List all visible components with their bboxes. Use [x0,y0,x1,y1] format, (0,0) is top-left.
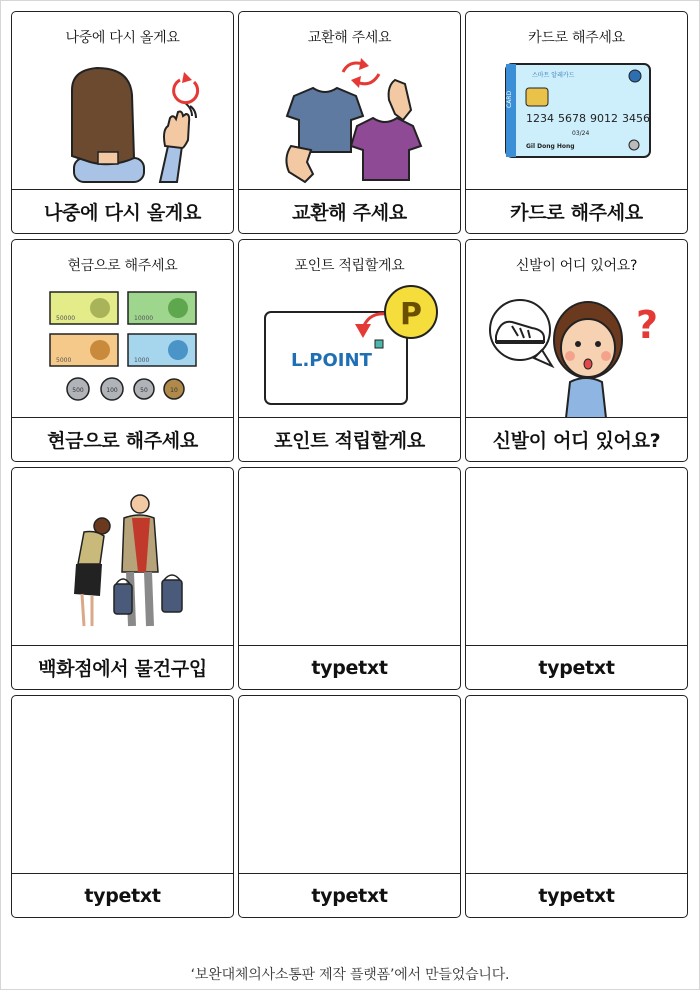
card-top-label: 교환해 주세요 [307,30,392,46]
card-image-area [466,240,687,418]
card-empty[interactable] [11,695,234,918]
card-label: typetxt [12,873,233,917]
card-image-area [239,240,460,418]
card-image-area [12,468,233,646]
card-earn-points[interactable] [238,239,461,462]
cash-icon [12,278,234,418]
exchange-shirts-icon [239,50,461,190]
point-card-icon [239,278,461,418]
question-mark: ? [636,303,659,347]
card-label: 현금으로 해주세요 [12,417,233,461]
card-image-area [239,12,460,190]
coin-50: 50 [140,387,148,394]
card-come-back-later[interactable] [11,11,234,234]
point-badge: P [400,297,422,332]
card-number-3: 9012 [590,112,618,125]
card-image-area [239,468,460,646]
bill-50000: 50000 [56,315,76,322]
card-image-area [466,468,687,646]
person-waving-icon [12,50,234,190]
card-top-label: 카드로 해주세요 [528,30,625,46]
card-top-label: 포인트 적립할게요 [294,258,405,274]
card-issuer: 스마트 알레카드 [532,72,575,79]
asking-shoes-icon [466,278,688,418]
footer-credit: ‘보완대체의사소통판 제작 플랫폼’에서 만들었습니다. [190,967,510,983]
card-empty[interactable] [238,695,461,918]
card-label: 교환해 주세요 [239,189,460,233]
coin-500: 500 [72,387,84,394]
bill-1000: 1000 [134,357,150,364]
card-label: 카드로 해주세요 [466,189,687,233]
card-holder: Gil Dong Hong [526,143,575,150]
card-label: 신발이 어디 있어요? [466,417,687,461]
shopping-people-icon [12,476,234,646]
card-label: 나중에 다시 올게요 [12,189,233,233]
card-top-label: 신발이 어디 있어요? [515,258,638,274]
card-image-area [466,12,687,190]
card-empty[interactable] [238,467,461,690]
card-exchange[interactable] [238,11,461,234]
aac-board-grid [11,11,688,918]
card-side-text: CARD [506,90,513,108]
card-label: typetxt [239,645,460,689]
card-label: typetxt [466,645,687,689]
card-top-label: 나중에 다시 올게요 [65,30,180,46]
coin-100: 100 [106,387,118,394]
bill-10000: 10000 [134,315,154,322]
card-label: 백화점에서 물건구입 [12,645,233,689]
card-number-4: 3456 [622,112,650,125]
card-label: 포인트 적립할게요 [239,417,460,461]
card-empty[interactable] [465,695,688,918]
card-image-area [12,240,233,418]
card-image-area [12,12,233,190]
card-image-area [466,696,687,874]
card-image-area [12,696,233,874]
point-brand: L.POINT [291,350,372,371]
card-empty[interactable] [465,467,688,690]
coin-10: 10 [170,387,178,394]
card-pay-by-card[interactable] [465,11,688,234]
card-expiry: 03/24 [572,130,590,137]
card-label: typetxt [239,873,460,917]
card-image-area [239,696,460,874]
card-department-store-shopping[interactable] [11,467,234,690]
card-number-1: 1234 [526,112,554,125]
bill-5000: 5000 [56,357,72,364]
card-label: typetxt [466,873,687,917]
card-number-2: 5678 [558,112,586,125]
card-pay-by-cash[interactable] [11,239,234,462]
card-top-label: 현금으로 해주세요 [67,258,178,274]
credit-card-icon [466,50,688,190]
card-where-are-shoes[interactable] [465,239,688,462]
